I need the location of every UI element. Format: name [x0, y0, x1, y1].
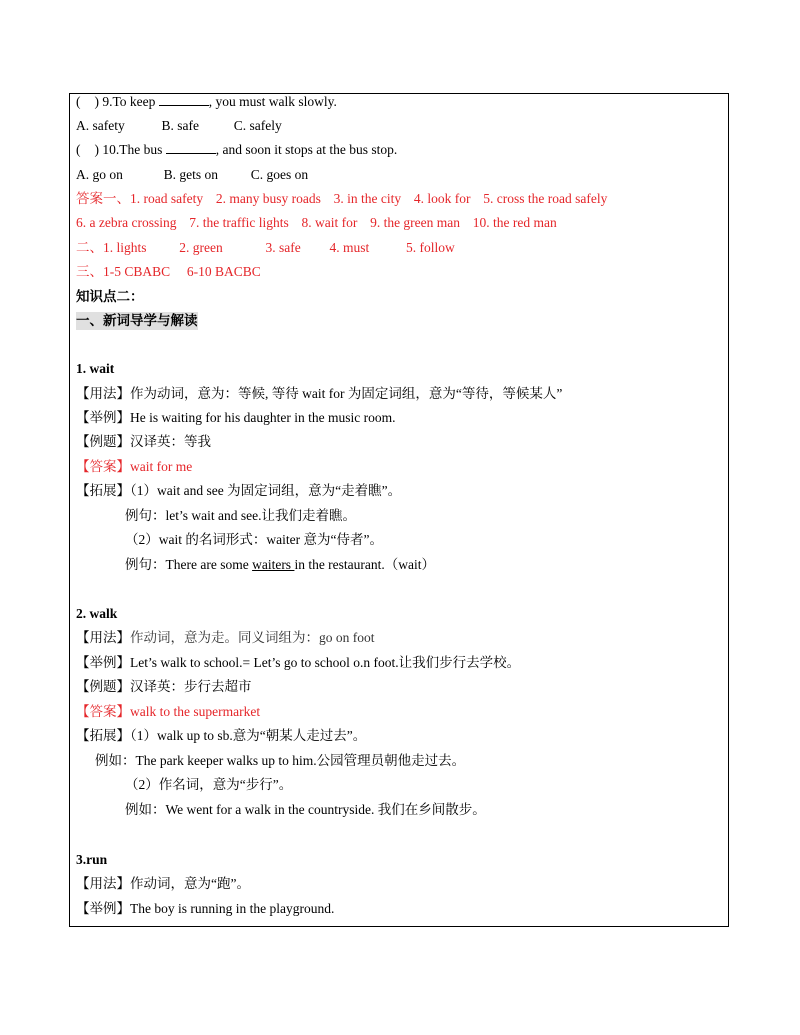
q10-paren-open: (	[76, 142, 81, 157]
q10-paren-close: )	[94, 142, 99, 157]
word1-extend-1-example: 例句：let’s wait and see.让我们走着瞧。	[125, 508, 356, 523]
word2-extend-2-example: 例如：We went for a walk in the countryside. 我们在乡间散步。	[125, 802, 486, 817]
word2-usage-tag: 【用法】	[76, 630, 130, 645]
q9-option-c: C. safely	[233, 118, 282, 133]
word2-extend-1: （1）walk up to sb.意为“朝某人走过去”。	[130, 728, 367, 743]
word2-exercise-tag: 【例题】	[76, 679, 130, 694]
section-subtitle: 一、新词导学与解读	[76, 313, 198, 328]
word2-usage	[76, 629, 375, 647]
word1-answer-tag: 【答案】	[76, 459, 130, 474]
word3-usage-tag: 【用法】	[76, 876, 130, 891]
answer-part2-1: 二、1. lights	[76, 240, 147, 255]
q10-stem-after: , and soon it stops at the bus stop.	[215, 142, 398, 157]
answer-1: 答案一、1. road safety	[76, 191, 204, 206]
word1-exercise-tag: 【例题】	[76, 434, 130, 449]
word1-extend-2: （2）wait 的名词形式：waiter 意为“侍者”。	[125, 532, 383, 547]
word2-usage-text: 作动词，意为走。同义词组为：go on foot	[130, 630, 375, 645]
word2-extend-2: （2）作名词，意为“步行”。	[125, 777, 293, 792]
answer-10: 10. the red man	[472, 215, 557, 230]
answer-5: 5. cross the road safely	[483, 191, 608, 206]
answer-8: 8. wait for	[301, 215, 358, 230]
answer-part2-3: 3. safe	[265, 240, 301, 255]
word3-usage-text: 作动词，意为“跑”。	[130, 876, 250, 891]
q9-paren-open: (	[76, 94, 81, 109]
word3-example-text: The boy is running in the playground.	[130, 901, 335, 916]
word1-extend	[76, 482, 401, 500]
word1-extend-1: （1）wait and see 为固定词组，意为“走着瞧”。	[130, 483, 402, 498]
word1-extend-2-example	[125, 556, 435, 574]
question-10	[76, 141, 397, 159]
word2-example-tag: 【举例】	[76, 655, 130, 670]
q9-stem-after: , you must walk slowly.	[208, 94, 337, 109]
word1-usage-tag: 【用法】	[76, 386, 130, 401]
answer-6: 6. a zebra crossing	[76, 215, 177, 230]
q10-options	[76, 166, 308, 184]
word1-example-text: He is waiting for his daughter in the music room.	[130, 410, 396, 425]
word1-exercise-text: 汉译英：等我	[130, 434, 211, 449]
word1-answer-text: wait for me	[130, 459, 193, 474]
question-9	[76, 93, 337, 111]
word3-usage	[76, 875, 250, 893]
word1-example-tag: 【举例】	[76, 410, 130, 425]
word1-exercise	[76, 433, 211, 451]
word2-example	[76, 654, 520, 672]
q9-blank	[159, 93, 209, 106]
q10-option-a: A. go on	[76, 167, 123, 182]
answer-2: 2. many busy roads	[215, 191, 321, 206]
word1-extend-2-example-before: 例句：There are some	[125, 557, 253, 572]
q10-option-b: B. gets on	[163, 167, 219, 182]
q9-stem-before: 9.To keep	[102, 94, 156, 109]
answer-3: 3. in the city	[333, 191, 402, 206]
word2-extend	[76, 727, 366, 745]
q9-paren-close: )	[94, 94, 99, 109]
word2-exercise	[76, 678, 252, 696]
answer-part2-5: 5. follow	[406, 240, 455, 255]
word3-heading: 3.run	[76, 852, 108, 867]
word2-exercise-text: 汉译英：步行去超市	[130, 679, 252, 694]
word1-answer	[76, 458, 192, 476]
q10-blank	[166, 141, 216, 154]
word2-extend-tag: 【拓展】	[76, 728, 130, 743]
q9-options	[76, 117, 282, 135]
answer-part3-2: 6-10 BACBC	[186, 264, 261, 279]
answer-part3-1: 三、1-5 CBABC	[76, 264, 171, 279]
word2-extend-1-example: 例如：The park keeper walks up to him.公园管理员朝他走过去。	[95, 753, 466, 768]
word2-example-text: Let’s walk to school.= Let’s go to school o.n foot.让我们步行去学校。	[130, 655, 521, 670]
word1-extend-2-example-after: in the restaurant.（wait）	[294, 557, 436, 572]
word2-answer-text: walk to the supermarket	[130, 704, 261, 719]
word2-heading: 2. walk	[76, 606, 118, 621]
word2-answer-tag: 【答案】	[76, 704, 130, 719]
q10-option-c: C. goes on	[250, 167, 309, 182]
answer-part2-4: 4. must	[329, 240, 370, 255]
word1-extend-tag: 【拓展】	[76, 483, 130, 498]
q9-option-b: B. safe	[161, 118, 199, 133]
answers-part1-line2	[76, 214, 557, 232]
answer-part2-2: 2. green	[179, 240, 223, 255]
word1-usage	[76, 385, 562, 403]
word3-example	[76, 900, 334, 918]
answer-9: 9. the green man	[370, 215, 461, 230]
answer-7: 7. the traffic lights	[189, 215, 289, 230]
word3-example-tag: 【举例】	[76, 901, 130, 916]
q10-stem-before: 10.The bus	[102, 142, 163, 157]
word1-example	[76, 409, 395, 427]
answer-4: 4. look for	[413, 191, 471, 206]
word1-extend-2-example-underlined: waiters	[252, 557, 295, 572]
word1-usage-text: 作为动词，意为：等候, 等待 wait for 为固定词组，意为“等待，等候某人”	[130, 386, 563, 401]
answers-part3	[76, 263, 261, 281]
word2-answer	[76, 703, 260, 721]
word1-heading: 1. wait	[76, 361, 115, 376]
section-title: 知识点二：	[76, 289, 144, 304]
q9-option-a: A. safety	[76, 118, 125, 133]
answers-part1-line1	[76, 190, 607, 208]
answers-part2	[76, 239, 455, 257]
